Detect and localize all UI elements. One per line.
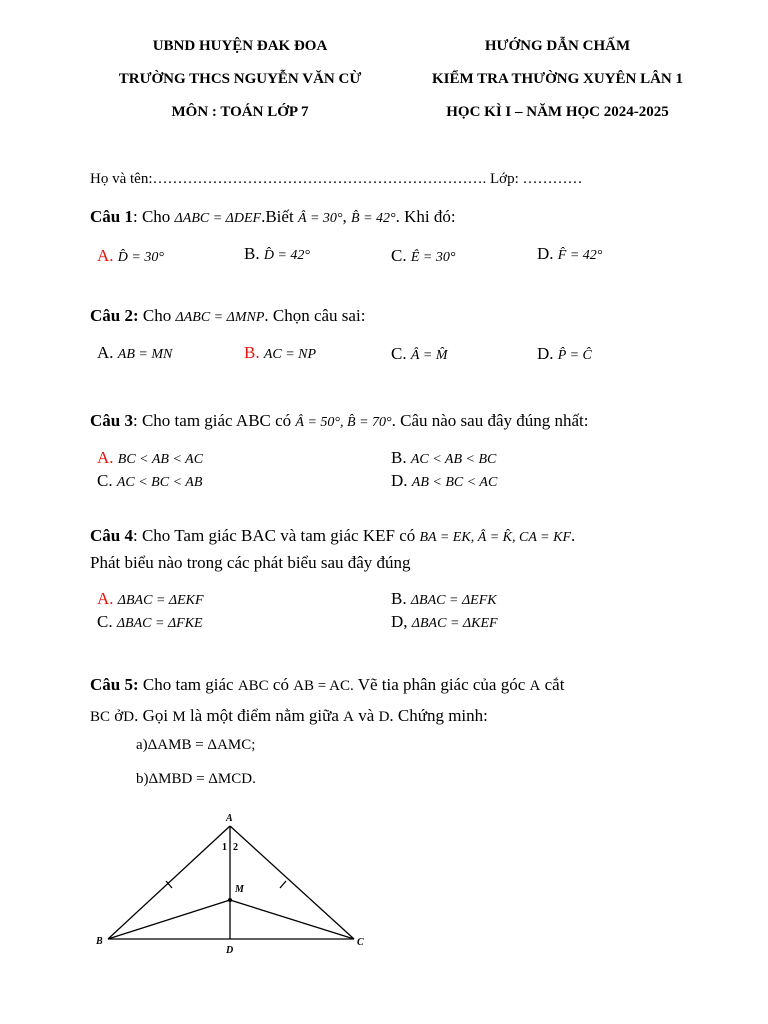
question-text: : Cho xyxy=(132,207,175,226)
question-text: Vẽ tia phân giác của góc xyxy=(353,675,530,694)
question-text: : Cho Tam giác BAC và tam giác KEF có xyxy=(132,526,420,545)
option-expr: Â = M̂ xyxy=(410,348,448,363)
math-expr: Â = 50°, B̂ = 70° xyxy=(295,415,392,430)
question-text: ở xyxy=(110,706,124,725)
segment-ab xyxy=(108,826,230,939)
question-text: là một điểm nằm giữa xyxy=(185,706,344,725)
segment-mc xyxy=(230,900,354,939)
question-text: : Cho tam giác ABC có xyxy=(132,411,296,430)
label-c: C xyxy=(357,937,364,948)
question-2 xyxy=(90,306,365,326)
answer-option xyxy=(391,448,496,468)
option-expr: Ê = 30° xyxy=(410,250,456,265)
option-expr: F̂ = 42° xyxy=(557,248,603,263)
question-3 xyxy=(90,411,589,431)
answer-option xyxy=(244,343,316,363)
math-expr: A xyxy=(343,709,355,725)
question-label: Câu 3 xyxy=(90,411,133,430)
question-4 xyxy=(90,526,575,546)
question-text: . Gọi xyxy=(134,706,173,725)
option-expr: AB = MN xyxy=(117,347,173,362)
answer-option xyxy=(391,344,448,364)
math-expr: A xyxy=(529,678,541,694)
option-letter: A. xyxy=(97,343,114,362)
answer-option xyxy=(391,471,497,491)
doc-title: HƯỚNG DẪN CHẤM xyxy=(484,38,631,54)
option-letter: C. xyxy=(391,246,407,265)
question-4-line-2: Phát biểu nào trong các phát biểu sau đây đúng xyxy=(90,553,411,572)
segment-ac xyxy=(230,826,354,939)
answer-option xyxy=(391,589,497,609)
option-letter: C. xyxy=(97,471,113,490)
question-label: Câu 5: xyxy=(90,675,139,694)
question-text: và xyxy=(354,706,379,725)
option-letter: C. xyxy=(391,344,407,363)
part-b: b)ΔMBD = ΔMCD. xyxy=(136,771,256,787)
option-letter: B. xyxy=(244,343,260,362)
option-expr: AB < BC < AC xyxy=(411,475,498,490)
option-letter: A. xyxy=(97,589,114,608)
school-name: TRƯỜNG THCS NGUYỄN VĂN CỪ xyxy=(118,71,362,87)
option-letter: D, xyxy=(391,612,408,631)
option-letter: D. xyxy=(391,471,408,490)
math-expr: M xyxy=(172,709,186,725)
question-text: . Câu nào sau đây đúng nhất: xyxy=(391,411,589,430)
part-a: a)ΔAMB = ΔAMC; xyxy=(136,737,256,753)
test-name: KIỂM TRA THƯỜNG XUYÊN LÂN 1 xyxy=(431,71,683,87)
answer-option xyxy=(97,448,203,468)
math-expr: Â = 30° xyxy=(297,211,343,226)
point-m xyxy=(228,898,232,902)
question-text: Cho tam giác xyxy=(138,675,238,694)
answer-option xyxy=(537,244,602,264)
triangle-figure xyxy=(90,808,390,958)
question-text: . Chứng minh: xyxy=(389,706,488,725)
answer-option xyxy=(97,471,202,491)
segment-mb xyxy=(108,900,230,939)
option-expr: AC < BC < AB xyxy=(116,475,203,490)
school-year: HỌC KÌ I – NĂM HỌC 2024-2025 xyxy=(446,104,669,120)
answer-option xyxy=(97,246,164,266)
question-1 xyxy=(90,207,456,227)
math-expr: D xyxy=(378,709,390,725)
answer-option xyxy=(244,244,310,264)
option-expr: ΔBAC = ΔKEF xyxy=(411,616,498,631)
label-a: A xyxy=(226,813,233,824)
angle-label-2: 2 xyxy=(233,842,238,853)
option-expr: ΔBAC = ΔEFK xyxy=(410,593,497,608)
question-text: .Biết xyxy=(261,207,298,226)
option-letter: A. xyxy=(97,246,114,265)
student-info-line: Họ và tên:…………………………………………………………. Lớp: ………… xyxy=(90,171,583,187)
math-expr: ABC xyxy=(237,678,269,694)
answer-option xyxy=(97,612,203,632)
answer-option xyxy=(537,344,592,364)
math-expr: B̂ = 42° xyxy=(351,211,396,226)
subject: MÔN : TOÁN LỚP 7 xyxy=(171,104,309,120)
option-expr: D̂ = 42° xyxy=(263,248,310,263)
question-text: . Khi đó: xyxy=(395,207,456,226)
option-letter: B. xyxy=(391,448,407,467)
math-expr: ΔABC = ΔDEF xyxy=(174,211,262,226)
school-district: UBND HUYỆN ĐAK ĐOA xyxy=(152,38,328,54)
option-expr: ΔBAC = ΔFKE xyxy=(116,616,203,631)
option-letter: B. xyxy=(391,589,407,608)
question-text: có xyxy=(268,675,294,694)
question-5-line-2 xyxy=(90,706,488,726)
question-label: Câu 4 xyxy=(90,526,133,545)
option-letter: D. xyxy=(537,244,554,263)
question-text: . xyxy=(571,526,576,545)
answer-option xyxy=(391,246,455,266)
question-5 xyxy=(90,675,564,695)
question-text: cắt xyxy=(540,675,565,694)
option-letter: D. xyxy=(537,344,554,363)
option-expr: BC < AB < AC xyxy=(117,452,204,467)
option-expr: AC < AB < BC xyxy=(410,452,497,467)
label-m: M xyxy=(235,884,244,895)
math-expr: ΔABC = ΔMNP xyxy=(175,310,265,325)
label-d: D xyxy=(226,945,234,956)
label-b: B xyxy=(96,936,103,947)
option-expr: D̂ = 30° xyxy=(117,250,164,265)
math-expr: BA = EK, Â = K̂, CA = KF xyxy=(419,530,571,545)
answer-option xyxy=(97,343,172,363)
option-letter: C. xyxy=(97,612,113,631)
question-label: Câu 1 xyxy=(90,207,133,226)
option-letter: A. xyxy=(97,448,114,467)
option-expr: P̂ = Ĉ xyxy=(557,348,592,363)
question-text: , xyxy=(342,207,352,226)
question-text: Cho xyxy=(138,306,176,325)
math-expr: AB = AC. xyxy=(293,678,354,694)
math-expr: BC xyxy=(90,709,111,725)
option-expr: AC = NP xyxy=(263,347,317,362)
angle-label-1: 1 xyxy=(222,842,227,853)
answer-option xyxy=(391,612,498,632)
option-expr: ΔBAC = ΔEKF xyxy=(117,593,204,608)
question-label: Câu 2: xyxy=(90,306,139,325)
answer-option xyxy=(97,589,204,609)
option-letter: B. xyxy=(244,244,260,263)
math-expr: D xyxy=(123,709,135,725)
question-text: . Chọn câu sai: xyxy=(264,306,366,325)
tick-mark-ac xyxy=(280,881,286,888)
